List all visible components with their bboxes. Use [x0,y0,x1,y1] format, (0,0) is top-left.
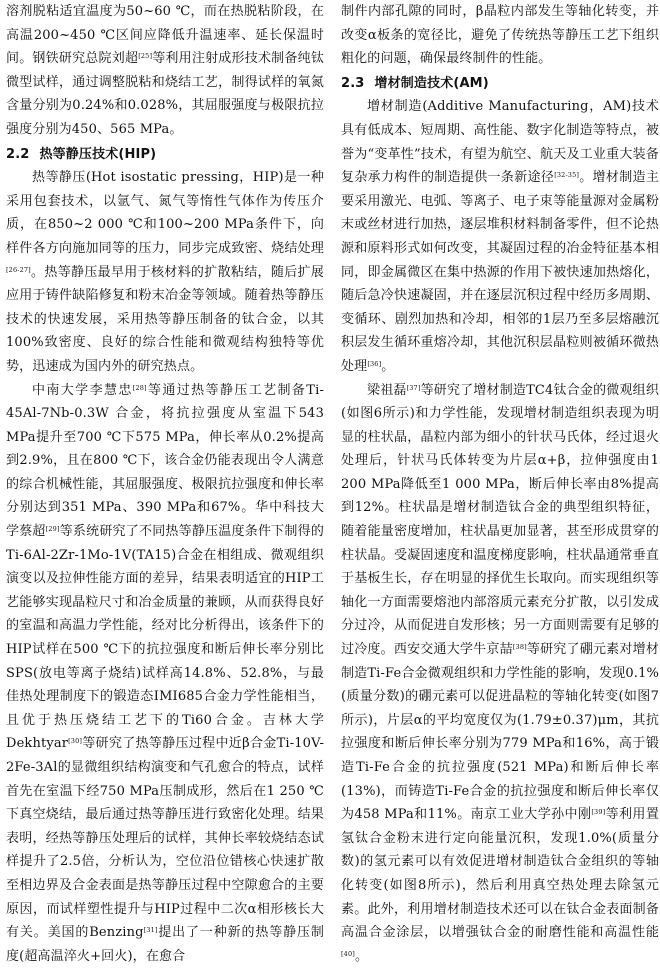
paragraph-text: 等研究了增材制造TC4钛合金的微观组织(如图6所示)和力学性能，发现增材制造组织表现为明显的柱状晶，晶粒内部为细小的针状马氏体，经过退火处理后，针状马氏体转变为片层α+β，拉伸强度由1 200 MPa降低至1 000 MPa，断后伸长率由8%提高到12%。柱状晶是增材制造钛合金的典型组织特征，随着能量密度增加，柱状晶更加显著，甚至形成贯穿的柱状晶。受凝固速度和温度梯度影响，柱状晶通常垂直于基板生长，存在明显的择优生长取向。而实现组织等轴化一方面需要熔池内部溶质元素充分扩散，以引发成分过冷，从而促进自发形核；另一方面则需要有足够的过冷度。西安交通大学牛京喆 [341,383,659,658]
citation-ref: [28] [133,384,147,392]
paragraph-text: 。 [381,359,394,374]
citation-ref: [26-27] [6,266,31,274]
paragraph-text: 。增材制造主要采用激光、电弧、等离子、电子束等能量源对金属粉末或丝材进行加热，逐层堆积材料制备零件，但不论热源和原料形式如何改变，其凝固过程的冶金特征基本相同，即金属微区在集中热源的作用下被快速加热熔化，随后急冷快速凝固，并在逐层沉积过程中经历多周期、变循环、剧烈加热和冷却，相邻的1层乃至多层熔融沉积层发生循环重熔冷却，其他沉积层晶粒则被循环微热处理 [341,170,659,374]
paragraph-text: 等研究了硼元素对增材制造Ti-Fe合金微观组织和力学性能的影响，发现0.1%(质量分数)的硼元素可以促进晶粒的等轴化转变(如图7所示)，片层α的平均宽度仅为(1.79±0.37)μm，其抗拉强度和断后伸长率分别为779 MPa和16%，高于锻造Ti-Fe合金的抗拉强度(521 MPa)和断后伸长率(13%)，而铸造Ti-Fe合金的抗拉强度和断后伸长率仅为458 MPa和11%。南京工业大学孙中刚 [341,642,659,822]
citation-ref: [30] [68,737,82,745]
paragraph-text: 。热等静压最早用于核材料的扩散粘结，随后扩展应用于铸件缺陷修复和粉末冶金等领域。随着热等静压技术的快速发展，采用热等静压制备的钛合金，以其100%致密度、良好的综合性能和微观结构独特等优势，迅速成为国内外的研究热点。 [6,265,324,374]
paragraph-text: 等系统研究了不同热等静压温度条件下制得的Ti-6Al-2Zr-1Mo-1V(TA15)合金在相组成、微观组织演变以及拉伸性能方面的差异，结果表明适宜的HIP工艺能够实现晶粒尺寸和冶金质量的兼顾，从而获得良好的室温和高温力学性能，经对比分析得出，该条件下的HIP试样在500 ℃下的抗拉强度和断后伸长率分别比SPS(放电等离子烧结)试样高14.8%、52.8%，与最佳热处理制度下的锻造态IMI685合金力学性能相当，且优于热压烧结工艺下的Ti60合金。吉林大学Dekhtyar [6,524,324,751]
citation-ref: [39] [591,808,605,816]
paragraph-hip-continued [341,0,659,71]
paragraph-hip-studies [6,379,324,968]
paragraph-am-studies [341,379,659,968]
paragraph-text: 梁祖磊 [367,383,407,398]
citation-ref: [25] [138,52,152,60]
paragraph-text: 制件内部孔隙的同时，β晶粒内部发生等轴化转变，并改变α板条的宽径比，避免了传统热等静压工艺下组织粗化的问题，确保最终制件的性能。 [341,4,659,66]
section-number: 2.2 [6,147,29,162]
paragraph-text: 提出了一种新的热等静压制度(超高温淬火+回火)，在愈合 [6,925,324,964]
paragraph-am-intro [341,95,659,378]
citation-ref: [32-35] [554,171,579,179]
citation-ref: [38] [513,643,527,651]
paragraph-text: 等通过热等静压工艺制备Ti-45Al-7Nb-0.3W 合金，将抗拉强度从室温下543 MPa提升至700 ℃下575 MPa，伸长率从0.2%提高到2.9%，且在800 ℃下，该合金仍能表现出令人满意的综合机械性能，其屈服强度、极限抗拉强度和伸长率分别达到351 MPa、390 MPa和67%。华中科技大学蔡超 [6,383,324,540]
citation-ref: [31] [144,926,158,934]
section-title: 热等静压技术(HIP) [39,147,156,162]
citation-ref: [37] [407,384,421,392]
paragraph-text: 增材制造(Additive Manufacturing，AM)技术具有低成本、短周期、高性能、数字化制造等特点，被誉为“变革性”技术，有望为航空、航天及工业重大装备复杂承力构件的制造提供一条新途径 [341,99,659,185]
section-title: 增材制造技术(AM) [374,76,488,91]
citation-ref: [29] [46,525,60,533]
section-heading-2-3 [341,72,659,96]
section-heading-2-2 [6,143,324,167]
citation-ref: [40] [341,950,355,958]
paragraph-text: 等利用置氢钛合金粉末进行定向能量沉积，发现1.0%(质量分数)的氢元素可以有效促进增材制造钛合金组织的等轴化转变(如图8所示)，然后利用真空热处理去除氢元素。此外，利用增材制造技术还可以在钛合金表面制备高温合金涂层，以增强钛合金的耐磨性能和高温性能 [341,807,659,940]
left-column [6,0,324,968]
paragraph-text: 溶剂脱粘适宜温度为50~60 ℃，而在热脱粘阶段，在高温200~450 ℃区间应降低升温速率、延长保温时间。钢铁研究总院刘超 [6,4,324,66]
right-column [341,0,659,968]
paragraph-hip-intro [6,166,324,378]
section-number: 2.3 [341,76,364,91]
paragraph-text: 。 [355,949,368,964]
paragraph-text: 等研究了热等静压过程中近β合金Ti-10V-2Fe-3Al的显微组织结构演变和气孔愈合的特点，试样首先在室温下经750 MPa压制成形，然后在1 250 ℃下真空烧结，最后通过热等静压进行致密化处理。结果表明，经热等静压处理后的试样，其伸长率较烧结态试样提升了2.5倍，分析认为，空位沿位错核心快速扩散至相边界及合金表面是热等静压过程中空隙愈合的主要原因，而试样塑性提升与HIP过程中二次α相形核长大有关。美国的Benzing [6,736,324,940]
paragraph-liu-chao [6,0,324,142]
paragraph-text: 中南大学李慧忠 [32,383,133,398]
paragraph-text: 热等静压(Hot isostatic pressing，HIP)是一种采用包套技术，以氩气、氮气等惰性气体作为传压介质，在850~2 000 ℃和100~200 MPa条件下，向样件各方向施加同等的压力，同步完成致密、烧结处理 [6,170,324,256]
paragraph-text: 等利用注射成形技术制备纯钛微型试样，通过调整脱粘和烧结工艺，制得试样的氧氮含量分别为0.24%和0.028%，其屈服强度与极限抗拉强度分别为450、565 MPa。 [6,51,324,137]
citation-ref: [36] [367,360,381,368]
